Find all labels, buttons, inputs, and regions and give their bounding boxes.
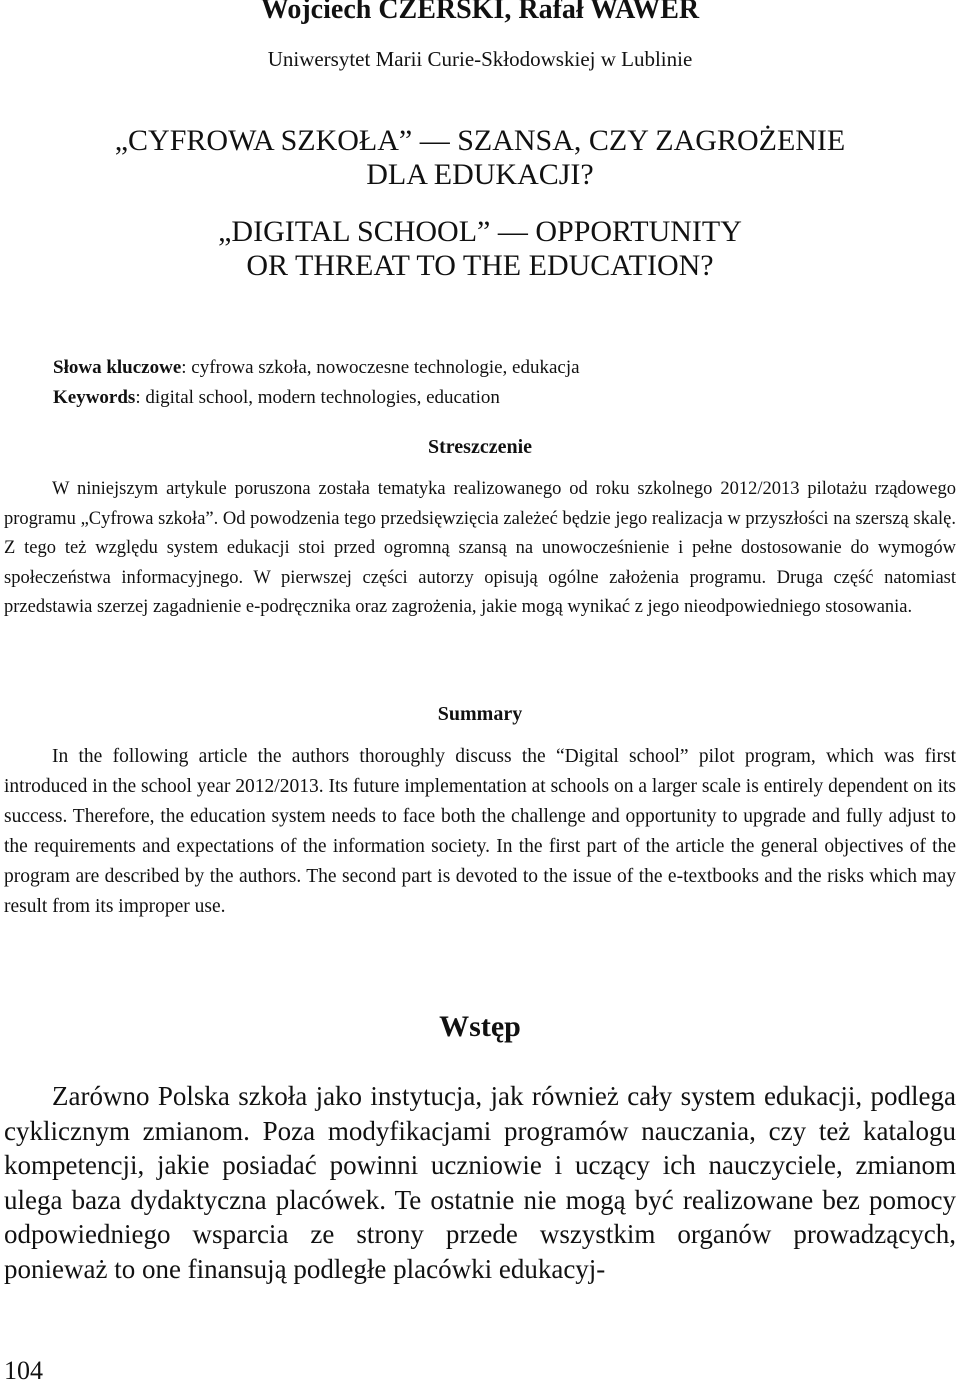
title-polish	[0, 124, 960, 192]
title-polish-line-1: „CYFROWA SZKOŁA” — SZANSA, CZY ZAGROŻENIE	[114, 124, 846, 157]
affiliation: Uniwersytet Marii Curie-Skłodowskiej w Lublinie	[267, 47, 693, 71]
summary-heading: Summary	[437, 703, 523, 725]
summary-text: In the following article the authors thoroughly discuss the “Digital school” pilot program, which was first introduced in the school year 2012/2013. Its future implementation at schools on a larger scale is entirely dependent on its success. Therefore, the education system needs to face both the challenge and opportunity to upgrade and fully adjust to the requirements and expectations of the information society. In the first part of the article the general objectives of the program are described by the authors. The second part is devoted to the issue of the e-textbooks and the risks which may result from its improper use.	[4, 746, 956, 917]
keywords-block	[53, 353, 580, 413]
title-english	[0, 215, 960, 283]
keywords-english-label: Keywords	[53, 387, 136, 408]
abstract-text: W niniejszym artykule poruszona została tematyka realizowanego od roku szkolnego 2012/2013 pilotażu rządowego programu „Cyfrowa szkoła”. Od powodzenia tego przedsięwzięcia zależeć będzie jego realizacja w przyszłości na szerszą skalę. Z tego też względu system edukacji stoi przed ogromną szansą na unowocześnienie i pełne dostosowanie do wymogów społeczeństwa informacyjnego. W pierwszej części autorzy opisują ogólne założenia programu. Druga część natomiast przedstawia szerzej zagadnienie e-podręcznika oraz zagrożenia, jakie mogą wynikać z jego nieodpowiedniego stosowania.	[4, 479, 956, 617]
authors: Wojciech CZERSKI, Rafał WAWER	[260, 0, 700, 25]
title-polish-line-2: DLA EDUKACJI?	[366, 158, 594, 191]
keywords-polish	[53, 353, 580, 383]
title-english-line-2: OR THREAT TO THE EDUCATION?	[246, 249, 714, 282]
body-paragraph: Zarówno Polska szkoła jako instytucja, jak również cały system edukacji, podlega cyklicznym zmianom. Poza modyfikacjami programów nauczania, czy też katalogu kompetencji, jakie posiadać powinni uczniowie i uczący ich nauczyciele, zmianom ulega baza dydaktyczna placówek. Te ostatnie nie mogą być realizowane bez pomocy odpowiedniego wsparcia ze strony przede wszystkim organów prowadzących, ponieważ to one finansują podległe placówki edukacyj-	[4, 1081, 956, 1284]
section-heading: Wstęp	[439, 1010, 521, 1043]
keywords-english-text: : digital school, modern technologies, education	[135, 387, 500, 408]
page-number: 104	[4, 1356, 43, 1385]
abstract-heading: Streszczenie	[427, 436, 533, 458]
keywords-polish-label: Słowa kluczowe	[53, 357, 182, 378]
title-english-line-1: „DIGITAL SCHOOL” — OPPORTUNITY	[218, 215, 742, 248]
keywords-polish-text: : cyfrowa szkoła, nowoczesne technologie, edukacja	[181, 357, 580, 378]
keywords-english	[53, 383, 580, 413]
